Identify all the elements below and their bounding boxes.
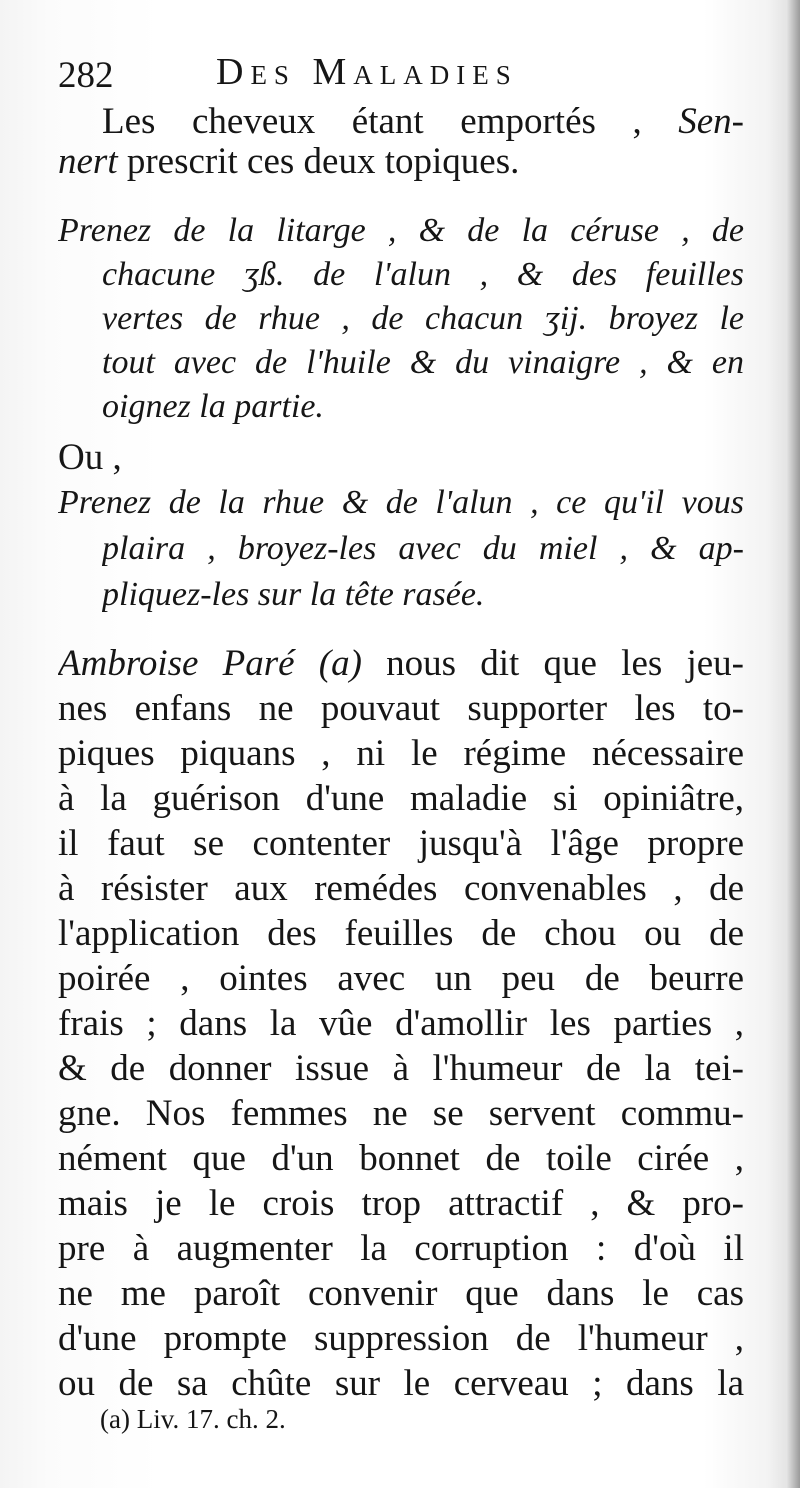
recipe-line: Prenez de la rhue & de l'alun , ce qu'il vous [58, 484, 744, 521]
italic-segment: nert [58, 141, 118, 182]
recipe-one [58, 212, 744, 452]
author-name: Ambroise Paré [58, 643, 295, 684]
italic-segment: Sen- [678, 101, 744, 142]
main-paragraph [58, 642, 744, 1402]
text-line: ne me paroît convenir que dans le cas [58, 1273, 744, 1314]
intro-paragraph [58, 100, 744, 190]
text-line [58, 140, 519, 183]
text-line: piques piquans , ni le régime nécessaire [58, 733, 744, 774]
recipe-two [58, 484, 744, 624]
running-title: Des Maladies [216, 51, 518, 93]
text-line: nément que d'un bonnet de toile cirée , [58, 1138, 744, 1179]
text-line: & de donner issue à l'humeur de la tei- [58, 1048, 744, 1089]
recipe-line: vertes de rhue , de chacun ʒij. broyez le [102, 300, 744, 337]
page-edge-shadow [786, 0, 800, 1488]
text-line [58, 642, 744, 685]
recipe-line: plaira , broyez-les avec du miel , & ap- [102, 530, 744, 567]
text-line: poirée , ointes avec un peu de beurre [58, 958, 744, 999]
page-header [58, 50, 760, 96]
text-line: mais je le crois trop attractif , & pro- [58, 1183, 744, 1224]
text-line: l'application des feuilles de chou ou de [58, 913, 744, 954]
footnote-ref: (a) [294, 643, 362, 684]
text-line: gne. Nos femmes ne se servent commu- [58, 1093, 744, 1134]
recipe-line: tout avec de l'huile & du vinaigre , & en [102, 344, 744, 381]
text-line: frais ; dans la vûe d'amollir les parties , [58, 1003, 744, 1044]
text-line: à la guérison d'une maladie si opiniâtre, [58, 778, 744, 819]
text-segment: Les cheveux étant emportés , [102, 101, 679, 142]
recipe-line: Prenez de la litarge , & de la céruse , de [58, 212, 744, 249]
text-line: à résister aux remédes convenables , de [58, 868, 744, 909]
page-number: 282 [58, 55, 114, 96]
text-line: nes enfans ne pouvaut supporter les to- [58, 688, 744, 729]
recipe-line: oignez la partie. [102, 388, 324, 425]
recipe-line: pliquez-les sur la tête rasée. [102, 576, 485, 613]
text-line: d'une prompte suppression de l'humeur , [58, 1318, 744, 1359]
text-line: il faut se contenter jusqu'à l'âge propre [58, 823, 744, 864]
text-segment: nous dit que les jeu- [361, 643, 744, 684]
text-line: ou de sa chûte sur le cerveau ; dans la [58, 1363, 744, 1404]
recipe-line: chacune ʒß. de l'alun , & des feuilles [102, 256, 744, 293]
text-line [102, 100, 744, 143]
text-segment: prescrit ces deux topiques. [117, 141, 520, 182]
ou-line: Ou , [58, 437, 122, 478]
text-line: pre à augmenter la corruption : d'où il [58, 1228, 744, 1269]
footnote: (a) Liv. 17. ch. 2. [100, 1404, 286, 1434]
